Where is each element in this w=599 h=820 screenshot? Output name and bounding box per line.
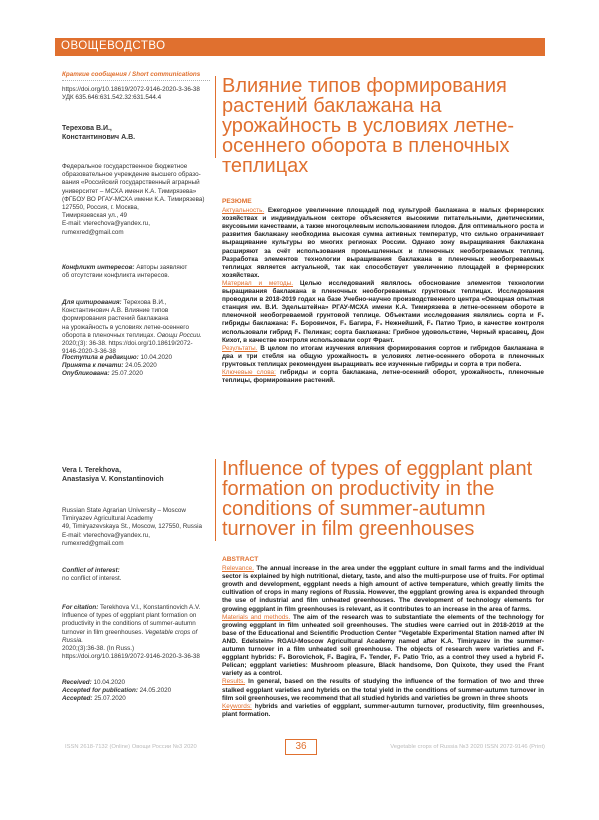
affil-line: E-mail: vterechova@yandex.ru, xyxy=(62,531,150,539)
ru-abstract xyxy=(222,198,544,385)
ru-article-title: Влияние типов формирования растений баклажана на урожайность в условиях летне-осеннего оборота в пленочных теплицах xyxy=(222,75,515,177)
keywords-text: hybrids and varieties of eggplant, summer-autumn turnover, productivity, film greenhouses, plant formation. xyxy=(222,702,544,718)
accepted-label: Accepted for publication: xyxy=(62,687,138,695)
en-author-1: Vera I. Terekhova, xyxy=(62,467,122,474)
relevance-text: Ежегодное увеличение площадей под культурой баклажана в малых фермерских хозяйствах и индивидуальном секторе объясняется высокими питательными, диетическими, вкусовыми качествами, а также многоцелевым использованием плодов. Для оптимального роста и развития баклажану необходима высокая сумма активных температур, что сильно ограничивает выращивание культуры во многих регионах России. Однако зону выращивания баклажана расширяют за счёт использования промышленных и пленочных необогреваемых теплиц. Разработка элементов технологии выращивания баклажана в пленочных необогреваемых теплицах является актуальной, так как способствует увеличению площадей в фермерских хозяйствах. xyxy=(222,207,544,279)
conflict-label: Conflict of interest: xyxy=(62,567,120,574)
cite-doi[interactable]: 2020;(3): 36-38. https://doi.org/10.18619/2072- xyxy=(62,340,193,348)
cite-label: For citation: xyxy=(62,604,99,611)
en-author-2: Anastasiya V. Konstantinovich xyxy=(62,476,164,483)
title-accent-line xyxy=(215,76,216,158)
affil-line: Тимирязевская ул., 49 xyxy=(62,212,128,220)
received-label: Received: xyxy=(62,679,92,686)
cite-journal: Овощи России. xyxy=(155,331,202,339)
ru-author-1: Терехова В.И., xyxy=(62,125,112,132)
received-value: 10.04.2020 xyxy=(91,679,126,686)
cite-line: 2020;(3):36-38. (In Russ.) xyxy=(62,645,135,653)
cite-label: Для цитирования: xyxy=(62,299,122,306)
cite-line: turnover in film greenhouses. xyxy=(62,628,144,636)
en-affiliation xyxy=(62,507,210,548)
cite-doi[interactable]: https://doi.org/10.18619/2072-9146-2020-3-36-38 xyxy=(62,653,200,661)
published-label: Accepted: xyxy=(62,695,93,703)
ru-doi-block xyxy=(62,86,210,102)
methods-label: Materials and methods. xyxy=(222,613,291,621)
abstract-heading: ABSTRACT xyxy=(222,556,259,563)
results-text: In general, based on the results of studying the influence of the formation of two and three stalked eggplant varieties and hybrids on the total yield in the conditions of summer-autumn turnover in film soil greenhouses, we recommend that all studied hybrids and varieties be grown in three shoots xyxy=(222,678,544,702)
affil-line: 127550, Россия, г. Москва, xyxy=(62,204,139,212)
page-number: 36 xyxy=(285,739,317,755)
relevance-text: The annual increase in the area under the eggplant culture in small farms and the individual sector is explained by high nutritional, dietary, taste, and also the multi-purpose use of fruits. For optimal growth and development, eggplant needs a high amount of active temperature, which greatly limits the cultivation of crops in many regions of Russia. However, the eggplant growing area is expanded through the use of industrial and film unheated greenhouses. The development of technology elements for growing eggplant in film greenhouses is relevant, as it contributes to an increase in the area of farms. xyxy=(222,565,544,613)
conflict-text: об отсутствии конфликта интересов. xyxy=(62,272,170,280)
relevance-label: Relevance. xyxy=(222,565,254,573)
results-text: В целом по итогам изучения влияния формирования сортов и гибридов баклажана в два и три стебля на общую урожайность в условиях летне-осеннего оборота в пленочных грунтовых теплицах рекомендуем выращивать все изученные гибриды и сорта в три побега. xyxy=(222,344,544,368)
ru-sidebar xyxy=(62,71,210,79)
published-value: 25.07.2020 xyxy=(92,695,126,703)
en-dates xyxy=(62,679,210,704)
affil-line: E-mail: vterechova@yandex.ru, xyxy=(62,220,150,228)
keywords-label: Ключевые слова: xyxy=(222,368,276,376)
methods-text: Целью исследований являлось обоснование элементов технологии выращивания баклажана в пленочных необогреваемых грунтовых теплицах. Исследования проводили в 2018-2019 годах на базе Учебно-научно производственного центра «Овощная опытная станция им. В.И. Эдельштейна» РГАУ-МСХА имени К.А. Тимирязева в летне-осеннем обороте в пленочной необогреваемой грунтовой теплице. Объектами исследования являлись сорта и F₁ гибриды баклажана: F₁ Боровичок, F₁ Багира, F₁ Нежнейший, F₁ Патио Трио, в качестве контроля использовали гибрид F₁ Пеликан; сорта баклажана: Грибное удовольствие, Черный красавец, Дон Кихот, в качестве контроля использовали сорт Франт. xyxy=(222,279,544,344)
accepted-value: 24.05.2020 xyxy=(123,362,157,370)
en-article-title: Influence of types of eggplant plant formation on productivity in the conditions of summer-autumn turnover in film greenhouses xyxy=(222,458,533,540)
section-header-bar xyxy=(55,38,545,56)
cite-line: productivity in the conditions of summer-autumn xyxy=(62,620,196,628)
ru-authors xyxy=(62,124,210,142)
cite-line: на урожайность в условиях летне-осеннего xyxy=(62,323,189,331)
cite-doi[interactable]: 9146-2020-3-36-38 xyxy=(62,348,116,356)
cite-line: формирования растений баклажана xyxy=(62,315,169,323)
affil-line: Russian State Agrarian University – Moscow xyxy=(62,507,186,514)
methods-label: Материал и методы. xyxy=(222,279,294,287)
en-abstract xyxy=(222,556,544,719)
keywords-label: Keywords: xyxy=(222,702,252,710)
affil-line: образовательное учреждение высшего образо- xyxy=(62,171,201,179)
affil-line: 49, Timiryazevskaya St., Moscow, 127550, Russia xyxy=(62,523,202,531)
accepted-label: Принята к печати: xyxy=(62,362,124,370)
udc: УДК 635.646:631.542.32:631.544.4 xyxy=(62,94,162,102)
ru-dates xyxy=(62,354,210,379)
cite-line: Terekhova V.I., Konstantinovich A.V. xyxy=(98,604,201,611)
ru-author-2: Константинович А.В. xyxy=(62,134,136,141)
published-value: 25.07.2020 xyxy=(109,370,143,378)
conflict-text: no conflict of interest. xyxy=(62,575,122,583)
cite-journal: Vegetable crops of Russia. xyxy=(62,628,198,644)
doi-link[interactable]: https://doi.org/10.18619/2072-9146-2020-3-36-38 xyxy=(62,86,200,93)
received-value: 10.04.2020 xyxy=(138,354,172,361)
en-citation xyxy=(62,604,210,661)
affil-line: (ФГБОУ ВО РГАУ-МСХА имени К.А. Тимирязева) xyxy=(62,195,205,203)
affil-line: вания «Российский государственный аграрный xyxy=(62,179,200,187)
affil-line: Федеральное государственное бюджетное xyxy=(62,163,188,170)
cite-line: оборота в пленочных теплицах. xyxy=(62,331,156,339)
divider xyxy=(62,80,210,81)
affil-line: rumexred@gmail.com xyxy=(62,228,124,236)
accepted-value: 24.05.2020 xyxy=(137,687,172,695)
cite-line: Influence of types of eggplant plant formation on xyxy=(62,612,197,620)
abstract-heading: РЕЗЮМЕ xyxy=(222,198,252,205)
ru-conflict xyxy=(62,264,210,280)
results-label: Результаты. xyxy=(222,344,258,352)
article-type: Краткие сообщения / Short communications xyxy=(62,71,201,78)
ru-citation xyxy=(62,299,210,356)
en-authors xyxy=(62,466,210,484)
affil-line: университет – МСХА имени К.А. Тимирязева» xyxy=(62,187,197,195)
section-title: ОВОЩЕВОДСТВО xyxy=(61,40,166,52)
keywords-text: гибриды и сорта баклажана, летне-осенний оборот, урожайность, пленочные теплицы, формирование растений. xyxy=(222,368,544,385)
results-label: Results. xyxy=(222,678,246,686)
conflict-text: Авторы заявляют xyxy=(134,264,188,271)
received-label: Поступила в редакцию: xyxy=(62,354,139,361)
title-accent-line xyxy=(215,459,216,541)
affil-line: rumexred@gmail.com xyxy=(62,539,124,547)
cite-line: Терехова В.И., xyxy=(121,299,167,306)
footer-right: Vegetable crops of Russia №3 2020 ISSN 2072-9146 (Print) xyxy=(390,744,545,750)
conflict-label: Конфликт интересов: xyxy=(62,264,135,271)
en-conflict xyxy=(62,567,210,583)
published-label: Опубликована: xyxy=(62,370,110,378)
page-footer xyxy=(55,739,545,755)
ru-affiliation xyxy=(62,163,210,237)
relevance-label: Актуальность. xyxy=(222,207,265,215)
cite-line: Константинович А.В. Влияние типов xyxy=(62,307,169,315)
affil-line: Timiryazev Agricultural Academy xyxy=(62,515,153,523)
methods-text: The aim of the research was to substantiate the elements of the technology for growing eggplant in film unheated soil greenhouses. The studies were carried out in 2018-2019 at the base of the Educational and Scientific Production Center "Vegetable Experimental Station named after IN AND. Edelstein» RGAU-Moscow Agricultural Academy named after K.A. Timiryazev in the summer-autumn turnover in a film unheated soil greenhouse. The objects of research were varieties and F₁ eggplant hybrids: F₁ Borovichok, F₁ Bagira, F₁ Tender, F₁ Patio Trio, as a control they used a hybrid F₁ Pelican; eggplant varieties: Mushroom pleasure, Black handsome, Don Quixote, they used the Frant variety as a control. xyxy=(222,613,544,678)
footer-left: ISSN 2618-7132 (Online) Овощи России №3 2020 xyxy=(65,744,197,750)
